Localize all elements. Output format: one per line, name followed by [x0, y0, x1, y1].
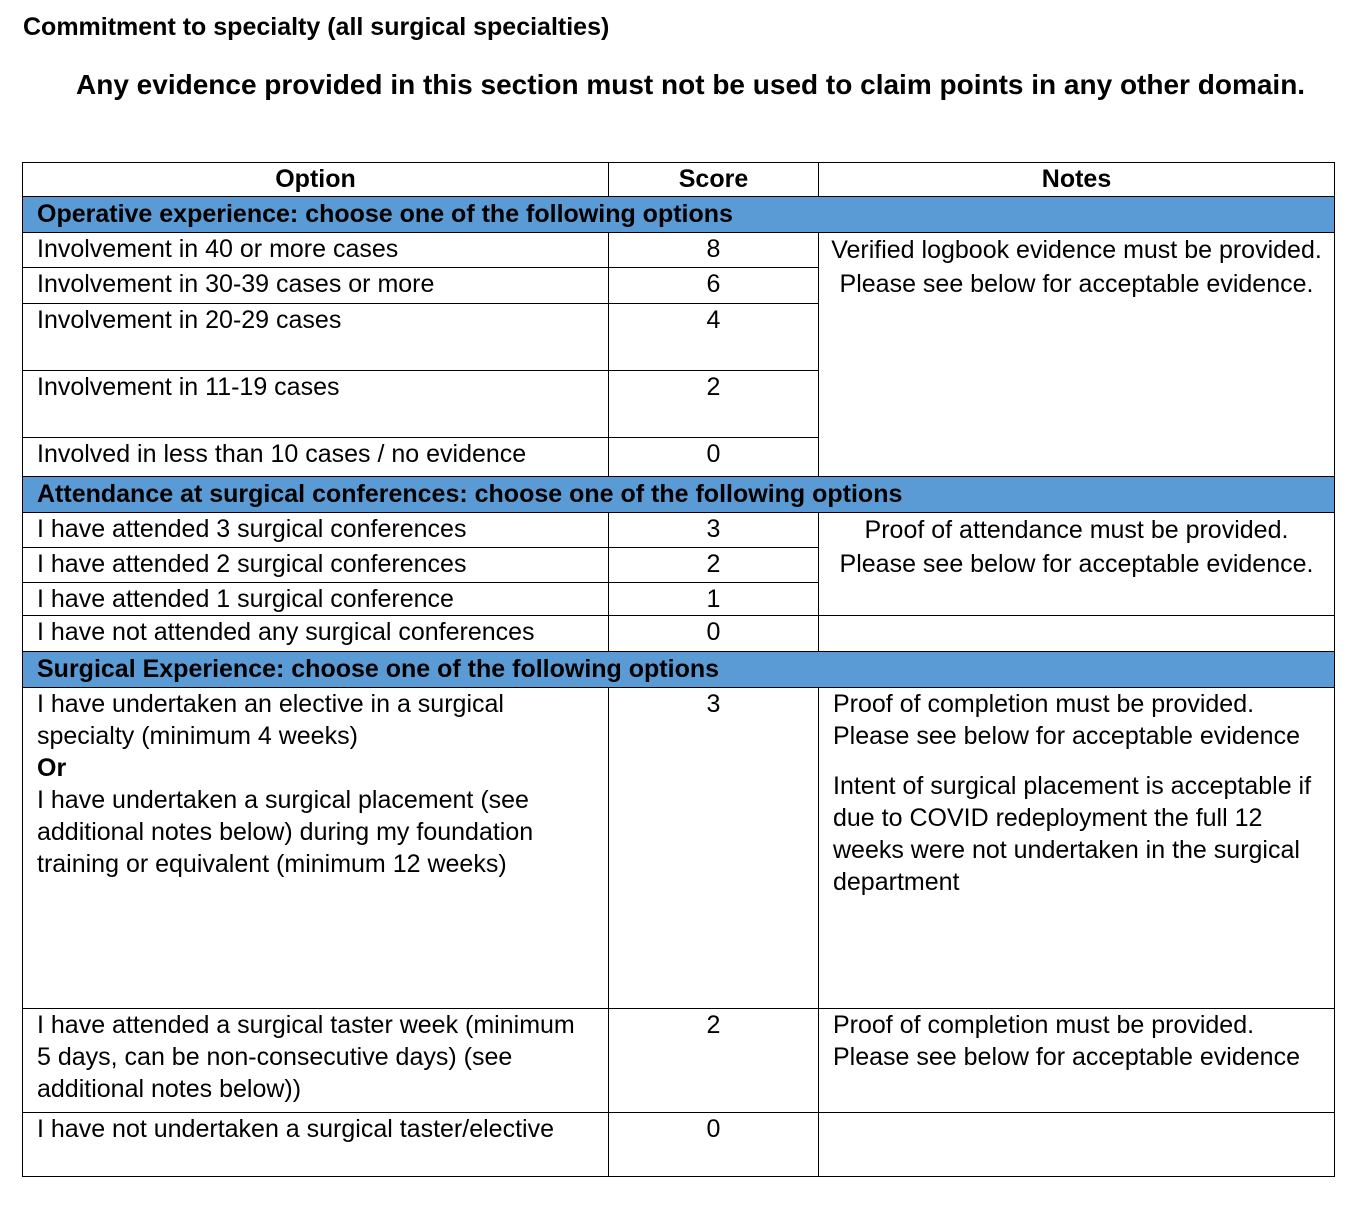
table-row [23, 1113, 1335, 1177]
option-cell: I have attended 1 surgical conference [23, 583, 609, 616]
option-cell: Involved in less than 10 cases / no evidence [23, 438, 609, 477]
option-cell: I have attended 2 surgical conferences [23, 548, 609, 583]
covid-note: Intent of surgical placement is acceptable if due to COVID redeployment the full 12 weeks were not undertaken in the surgical department [833, 772, 1312, 896]
notes-cell: Proof of attendance must be provided. Please see below for acceptable evidence. [819, 513, 1335, 616]
option-cell: I have not undertaken a surgical taster/elective [23, 1113, 609, 1177]
evidence-warning: Any evidence provided in this section must not be used to claim points in any other domain. [76, 69, 1306, 100]
score-cell: 3 [609, 513, 819, 548]
option-cell [23, 688, 609, 1009]
or-label: Or [37, 754, 67, 782]
section-heading: Surgical Experience: choose one of the following options [23, 652, 1335, 688]
notes-cell: Proof of completion must be provided. Please see below for acceptable evidence [819, 1009, 1335, 1113]
score-cell: 0 [609, 616, 819, 652]
section-row-operative [23, 197, 1335, 233]
scoring-table [22, 162, 1335, 1177]
option-cell: Involvement in 30-39 cases or more [23, 268, 609, 304]
table-row [23, 513, 1335, 548]
section-heading: Operative experience: choose one of the following options [23, 197, 1335, 233]
placement-option: I have undertaken a surgical placement (see additional notes below) during my foundation training or equivalent (minimum 12 weeks) [37, 786, 534, 878]
section-heading: Attendance at surgical conferences: choose one of the following options [23, 477, 1335, 513]
notes-cell [819, 1113, 1335, 1177]
table-row [23, 616, 1335, 652]
score-cell: 1 [609, 583, 819, 616]
score-cell: 2 [609, 548, 819, 583]
score-cell: 0 [609, 1113, 819, 1177]
notes-header: Notes [819, 163, 1335, 197]
option-cell: I have attended a surgical taster week (minimum 5 days, can be non-consecutive days) (see additional notes below)) [23, 1009, 609, 1113]
score-cell: 2 [609, 371, 819, 438]
score-cell: 4 [609, 304, 819, 371]
score-cell: 2 [609, 1009, 819, 1113]
header-row [23, 163, 1335, 197]
score-cell: 0 [609, 438, 819, 477]
table-row [23, 688, 1335, 1009]
section-row-conferences [23, 477, 1335, 513]
option-cell: Involvement in 20-29 cases [23, 304, 609, 371]
option-cell: I have not attended any surgical conferences [23, 616, 609, 652]
score-cell: 6 [609, 268, 819, 304]
elective-option: I have undertaken an elective in a surgical specialty (minimum 4 weeks) [37, 690, 504, 750]
score-cell: 3 [609, 688, 819, 1009]
completion-proof-note: Proof of completion must be provided. Please see below for acceptable evidence [833, 690, 1300, 750]
option-cell: I have attended 3 surgical conferences [23, 513, 609, 548]
table-row [23, 1009, 1335, 1113]
option-cell: Involvement in 11-19 cases [23, 371, 609, 438]
score-cell: 8 [609, 233, 819, 268]
section-row-experience [23, 652, 1335, 688]
score-header: Score [609, 163, 819, 197]
notes-cell [819, 616, 1335, 652]
option-header: Option [23, 163, 609, 197]
option-cell: Involvement in 40 or more cases [23, 233, 609, 268]
notes-cell: Verified logbook evidence must be provided. Please see below for acceptable evidence. [819, 233, 1335, 477]
notes-cell [819, 688, 1335, 1009]
table-row [23, 233, 1335, 268]
page-title: Commitment to specialty (all surgical specialties) [23, 13, 610, 41]
